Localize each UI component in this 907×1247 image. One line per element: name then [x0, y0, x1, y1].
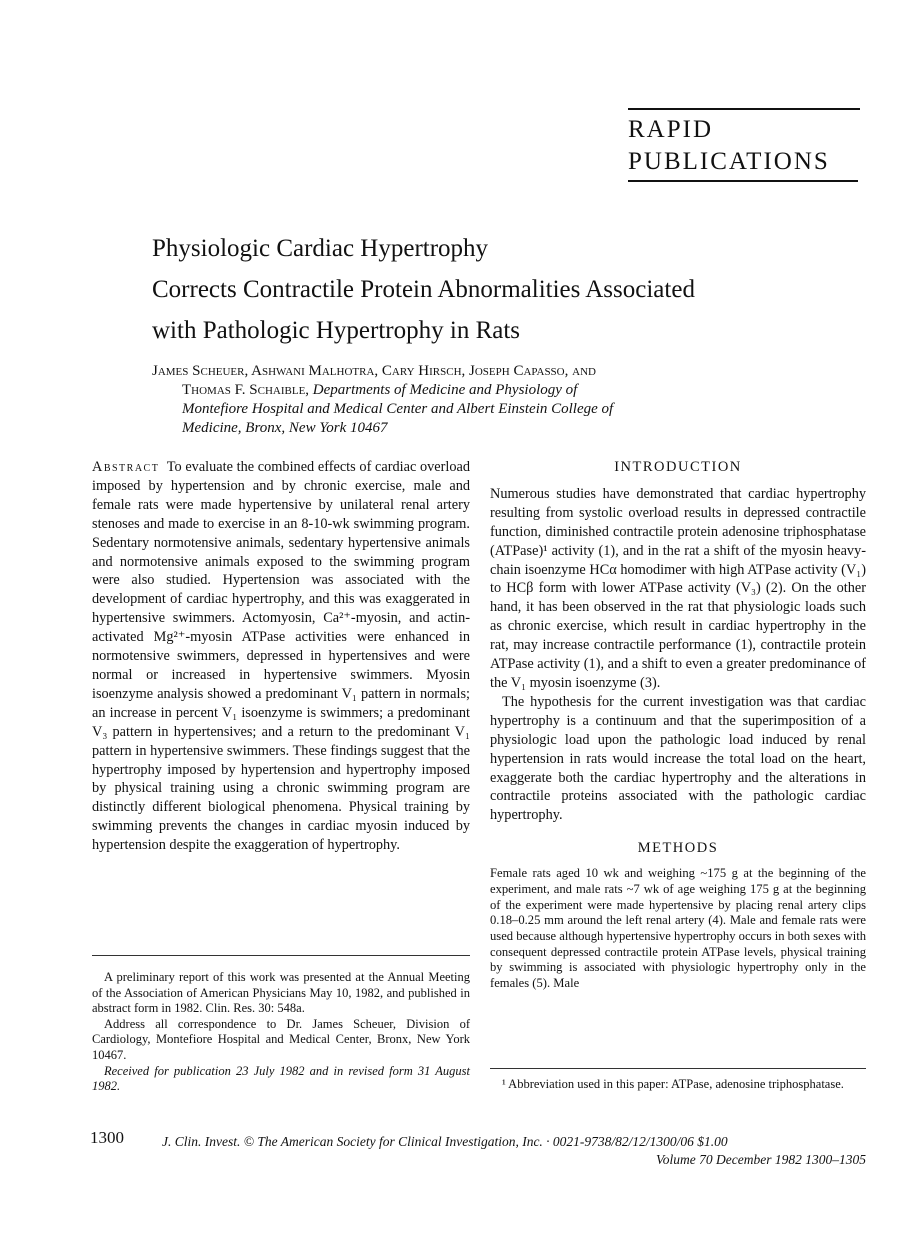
page-number: 1300 — [90, 1128, 124, 1147]
footnote-abbreviation-text: ¹ Abbreviation used in this paper: ATPase, adenosine triphosphatase. — [502, 1077, 844, 1091]
footnote-abbreviation — [490, 1068, 866, 1093]
author-affiliation — [152, 381, 752, 400]
footnote-received: Received for publication 23 July 1982 and in revised form 31 August 1982. — [92, 1063, 470, 1094]
section-label-line1: RAPID — [628, 116, 714, 143]
affiliation-line-1: Departments of Medicine and Physiology of — [312, 382, 578, 398]
introduction-paragraph-1: Numerous studies have demonstrated that cardiac hypertrophy resulting from systolic overload results in depressed contractile function, diminished contractile protein adenosine triphosphatase (ATPase)¹ activity (1), and in the rat a shift of the myosin heavy-chain isoenzyme HCα homodimer with high ATPase activity (V₁) to HCβ form with lower ATPase activity (V₃) (2). On the other hand, it has been observed in the rat that physiologic loads such as chronic exercise, which result in cardiac hypertrophy in the rat, may increase contractile performance (1), contractile protein ATPase activity (1), and a shift to even a greater predominance of the V₁ myosin isoenzyme (3). — [490, 485, 866, 691]
methods-paragraph-1: Female rats aged 10 wk and weighing ~175 g at the beginning of the experiment, and male rats ~7 wk of age weighing 175 g at the beginning of the experiment were made hypertensive by placing renal artery clips 0.18–0.25 mm around the left renal artery (4). Male and female rats were used because although hypertensive hypertrophy occurs in both sexes with consequent depressed contractile protein ATPase levels, physical training by swimming is associated with physiologic hypertrophy only in the females (5). Male — [490, 866, 866, 991]
methods-heading: METHODS — [637, 840, 719, 857]
footnotes-left — [92, 955, 470, 1095]
footnote-correspondence: Address all correspondence to Dr. James Scheuer, Division of Cardiology, Montefiore Hospital and Medical Center, Bronx, New York 10467. — [92, 1016, 470, 1062]
affiliation-line-3: Medicine, Bronx, New York 10467 — [182, 420, 388, 436]
title-line-1: Physiologic Cardiac Hypertrophy — [152, 235, 489, 262]
author-name-last: Thomas F. Schaible, — [182, 382, 310, 398]
abstract-label: Abstract — [92, 459, 160, 475]
title-line-3: with Pathologic Hypertrophy in Rats — [152, 317, 521, 344]
author-names: James Scheuer, Ashwani Malhotra, Cary Hirsch, Joseph Capasso, and — [152, 363, 596, 379]
author-block — [152, 362, 752, 438]
right-column — [490, 458, 866, 992]
footnote-preliminary-report: A preliminary report of this work was presented at the Annual Meeting of the Association of American Physicians May 10, 1982, and published in abstract form in 1982. Clin. Res. 30: 548a. — [92, 970, 470, 1016]
title-line-2: Corrects Contractile Protein Abnormalities Associated — [152, 276, 695, 303]
abstract-text: To evaluate the combined effects of cardiac overload imposed by hypertension and by chronic exercise, male and female rats were made hypertensive by unilateral renal artery stenoses and made to exercise in an 8-10-wk swimming program. Sedentary normotensive animals, sedentary hypertensive animals and normotensive animals exposed to the swimming program were also studied. Hypertension was associated with the development of cardiac hypertrophy, and this was exaggerated in hypertensive swimmers. Actomyosin, Ca²⁺-myosin, and actin-activated Mg²⁺-myosin ATPase activities were enhanced in normotensive swimmers, depressed in hypertensives and were normal or increased in hypertensive swimmers. Myosin isoenzyme analysis showed a predominant V₁ pattern in normals; an increase in percent V₁ isoenzyme is swimmers; a predominant V₃ pattern in hypertensives; and a return to the predominant V₁ pattern in hypertensive swimmers. These findings suggest that the hypertrophy imposed by hypertension and hypertrophy imposed by physical training using a chronic swimming program are distinctly different biological phenomena. Physical training by swimming prevents the changes in cardiac myosin induced by hypertension despite the exaggeration of hypertrophy. — [92, 459, 470, 854]
introduction-paragraph-2: The hypothesis for the current investigation was that cardiac hypertrophy is a continuum and that the superimposition of a physiologic load upon the pathologic load induced by renal hypertension in rats would increase the total load on the heart, exaggerate both the cardiac hypertrophy and the alterations in contractile proteins associated with the pathologic cardiac hypertrophy. — [490, 693, 866, 824]
abstract — [92, 458, 470, 855]
section-label — [628, 108, 860, 182]
volume-info: Volume 70 December 1982 1300–1305 — [656, 1152, 866, 1167]
article-title — [152, 228, 852, 351]
affiliation-line-2: Montefiore Hospital and Medical Center and Albert Einstein College of — [182, 401, 614, 417]
section-label-line2: PUBLICATIONS — [628, 146, 858, 182]
abstract-paragraph — [92, 458, 470, 855]
journal-citation: J. Clin. Invest. © The American Society for Clinical Investigation, Inc. · 0021-9738/82/12/1300/06 $1.00 — [162, 1134, 728, 1149]
introduction-heading: INTRODUCTION — [614, 459, 742, 475]
